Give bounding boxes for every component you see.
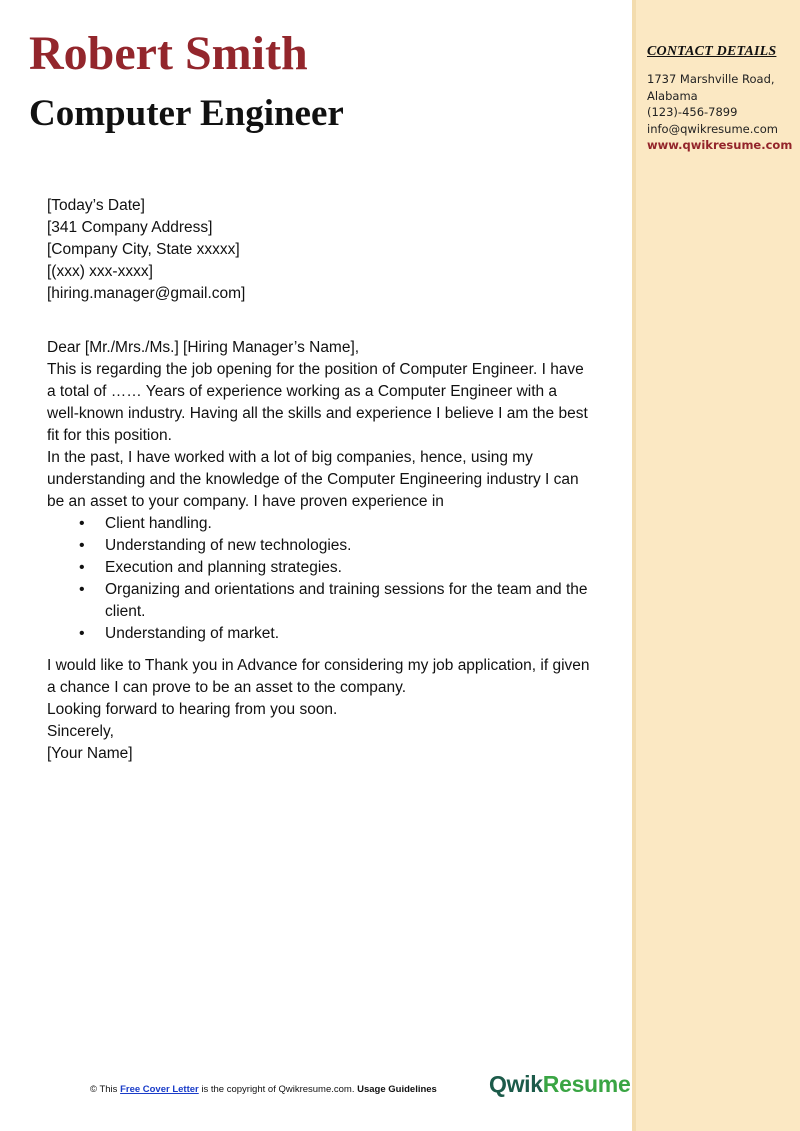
paragraph-thanks: I would like to Thank you in Advance for considering my job application, if given a chance I can prove to be an asset to the company. xyxy=(47,657,590,696)
contact-address-line2: Alabama xyxy=(647,88,698,103)
list-item: • Client handling. xyxy=(105,513,592,535)
recipient-address: [341 Company Address] xyxy=(47,219,213,236)
list-item: • Understanding of new technologies. xyxy=(105,535,592,557)
sidebar-edge xyxy=(632,0,636,1131)
footer-copyright xyxy=(90,1084,460,1095)
recipient-phone: [(xxx) xxx-xxxx] xyxy=(47,263,153,280)
footer-this: This xyxy=(99,1084,118,1095)
letter-date: [Today’s Date] xyxy=(47,197,145,214)
closing: Sincerely, xyxy=(47,723,114,740)
free-cover-letter-link[interactable]: Free Cover Letter xyxy=(120,1084,199,1095)
paragraph-intro: This is regarding the job opening for the position of Computer Engineer. I have a total of …… Years of experience working as a Computer Engineer with a well-known industry. Having all the skills and experience I believe I am the best fit for this position. xyxy=(47,361,588,444)
recipient-email: [hiring.manager@gmail.com] xyxy=(47,285,246,302)
logo-qwik: Qwik xyxy=(489,1071,543,1097)
list-item: • Execution and planning strategies. xyxy=(105,557,592,579)
signature: [Your Name] xyxy=(47,745,133,762)
qwikresume-logo[interactable] xyxy=(489,1071,630,1098)
contact-phone: (123)-456-7899 xyxy=(647,105,738,120)
contact-details xyxy=(647,71,795,154)
paragraph-closing-remark: Looking forward to hearing from you soon. xyxy=(47,701,338,718)
paragraph-experience: In the past, I have worked with a lot of big companies, hence, using my understanding and the knowledge of the Computer Engineering industry I can be an asset to your company. I have proven experience in xyxy=(47,449,579,510)
contact-website[interactable]: www.qwikresume.com xyxy=(647,138,793,153)
footer-copyright-text: is the copyright of Qwikresume.com. xyxy=(201,1084,355,1095)
contact-heading: CONTACT DETAILS xyxy=(647,44,777,59)
letter-body xyxy=(47,195,592,765)
job-title: Computer Engineer xyxy=(29,93,344,134)
recipient-block xyxy=(47,217,592,305)
logo-resume: Resume xyxy=(542,1071,631,1097)
list-item: • Organizing and orientations and training sessions for the team and the client. xyxy=(105,579,592,623)
candidate-name: Robert Smith xyxy=(29,27,308,80)
contact-sidebar xyxy=(632,0,800,1131)
salutation: Dear [Mr./Mrs./Ms.] [Hiring Manager’s Name], xyxy=(47,339,360,356)
recipient-city: [Company City, State xxxxx] xyxy=(47,241,240,258)
contact-email[interactable]: info@qwikresume.com xyxy=(647,121,778,136)
copyright-icon: © xyxy=(90,1084,97,1095)
contact-address-line1: 1737 Marshville Road, xyxy=(647,72,775,86)
list-item: • Understanding of market. xyxy=(105,623,592,645)
usage-guidelines-link[interactable]: Usage Guidelines xyxy=(357,1084,437,1095)
experience-list xyxy=(47,513,592,645)
